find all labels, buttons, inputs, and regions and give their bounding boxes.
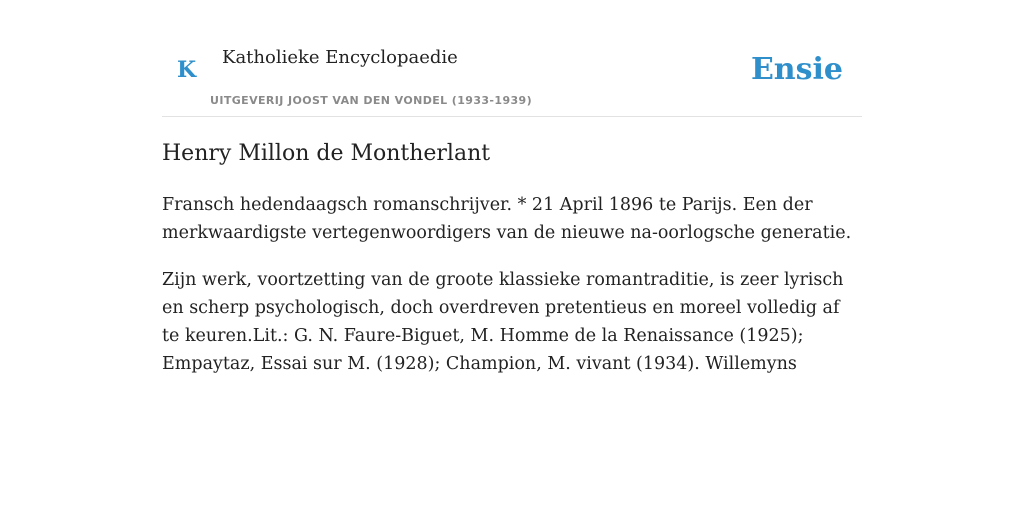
site-header: [162, 0, 862, 117]
article-paragraph: Fransch hedendaagsch romanschrijver. * 21 April 1896 te Parijs. Een der merkwaardigste vertegenwoordigers van de nieuwe na-oorlogsche generatie.: [162, 195, 852, 243]
article-paragraph: Zijn werk, voortzetting van de groote klassieke romantraditie, is zeer lyrisch en scherp psychologisch, doch overdreven pretentieus en moreel volledig af te keuren.Lit.: G. N. Faure-Biguet, M. Homme de la Renaissance (1925); Empaytaz, Essai sur M. (1928); Champion, M. vivant (1934). Willemyns: [162, 270, 844, 374]
publisher-subtitle: UITGEVERIJ JOOST VAN DEN VONDEL (1933-1939): [210, 94, 533, 107]
publication-title[interactable]: Katholieke Encyclopaedie: [222, 47, 458, 68]
ensie-brand-link[interactable]: Ensie: [750, 52, 843, 87]
encyclopedia-logo[interactable]: K: [177, 57, 197, 83]
article-title: Henry Millon de Montherlant: [162, 141, 491, 166]
article: [162, 138, 862, 378]
